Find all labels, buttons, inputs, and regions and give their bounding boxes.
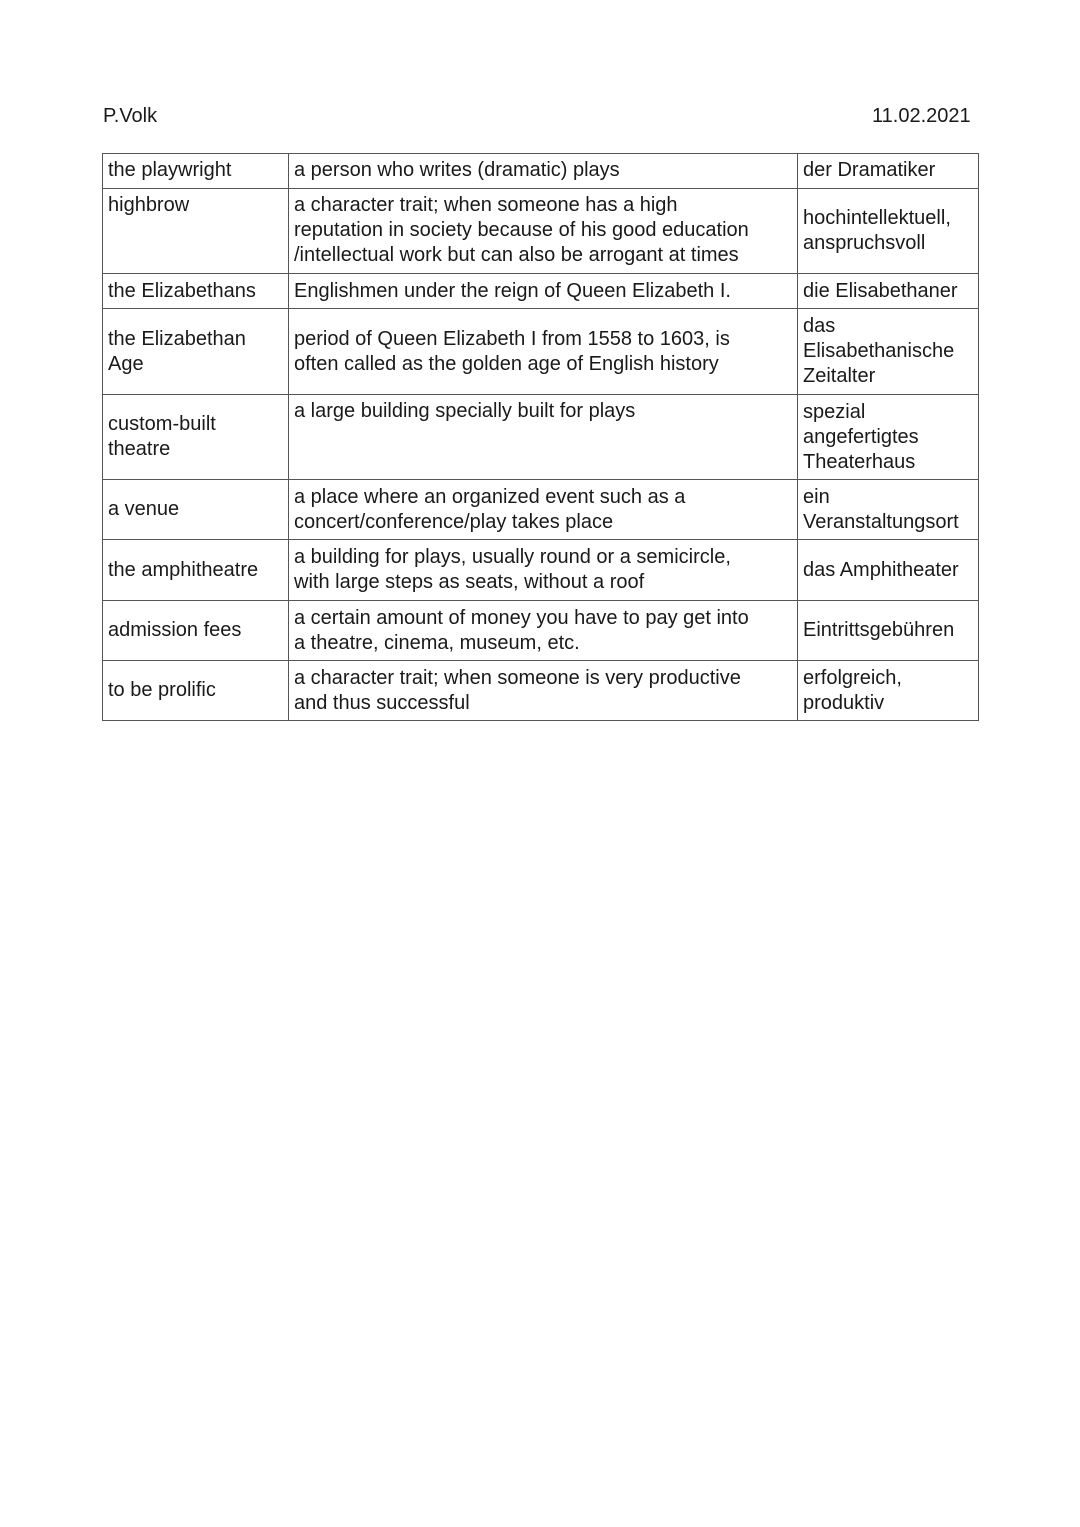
term-cell: the Elizabethans xyxy=(103,274,289,309)
table-row xyxy=(103,661,979,721)
table-row xyxy=(103,189,979,274)
definition-cell: a large building specially built for plays xyxy=(289,395,798,480)
document-date: 11.02.2021 xyxy=(872,105,971,127)
definition-cell: Englishmen under the reign of Queen Elizabeth I. xyxy=(289,274,798,309)
translation-cell: das Amphitheater xyxy=(798,540,979,601)
vocabulary-table xyxy=(102,153,979,721)
definition-cell: a building for plays, usually round or a semicircle, with large steps as seats, without a roof xyxy=(289,540,798,601)
translation-cell: erfolgreich, produktiv xyxy=(798,661,979,721)
translation-cell: ein Veranstaltungsort xyxy=(798,480,979,540)
translation-cell: Eintrittsgebühren xyxy=(798,601,979,661)
definition-cell: a place where an organized event such as a concert/conference/play takes place xyxy=(289,480,798,540)
term-cell: admission fees xyxy=(103,601,289,661)
table-row xyxy=(103,540,979,601)
table-row xyxy=(103,309,979,395)
table-row xyxy=(103,274,979,309)
translation-cell: hochintellektuell, anspruchsvoll xyxy=(798,189,979,274)
table-row xyxy=(103,395,979,480)
definition-cell: a character trait; when someone has a high reputation in society because of his good education /intellectual work but can also be arrogant at times xyxy=(289,189,798,274)
term-cell: custom-built theatre xyxy=(103,395,289,480)
translation-cell: spezial angefertigtes Theaterhaus xyxy=(798,395,979,480)
term-cell: the Elizabethan Age xyxy=(103,309,289,395)
translation-cell: der Dramatiker xyxy=(798,154,979,189)
definition-cell: a character trait; when someone is very productive and thus successful xyxy=(289,661,798,721)
translation-cell: das Elisabethanische Zeitalter xyxy=(798,309,979,395)
definition-cell: a person who writes (dramatic) plays xyxy=(289,154,798,189)
definition-cell: a certain amount of money you have to pay get into a theatre, cinema, museum, etc. xyxy=(289,601,798,661)
author-name: P.Volk xyxy=(103,105,158,127)
table-row xyxy=(103,480,979,540)
term-cell: to be prolific xyxy=(103,661,289,721)
term-cell: a venue xyxy=(103,480,289,540)
term-cell: the playwright xyxy=(103,154,289,189)
definition-cell: period of Queen Elizabeth I from 1558 to 1603, is often called as the golden age of English history xyxy=(289,309,798,395)
table-row xyxy=(103,601,979,661)
term-cell: the amphitheatre xyxy=(103,540,289,601)
term-cell: highbrow xyxy=(103,189,289,274)
table-row xyxy=(103,154,979,189)
translation-cell: die Elisabethaner xyxy=(798,274,979,309)
